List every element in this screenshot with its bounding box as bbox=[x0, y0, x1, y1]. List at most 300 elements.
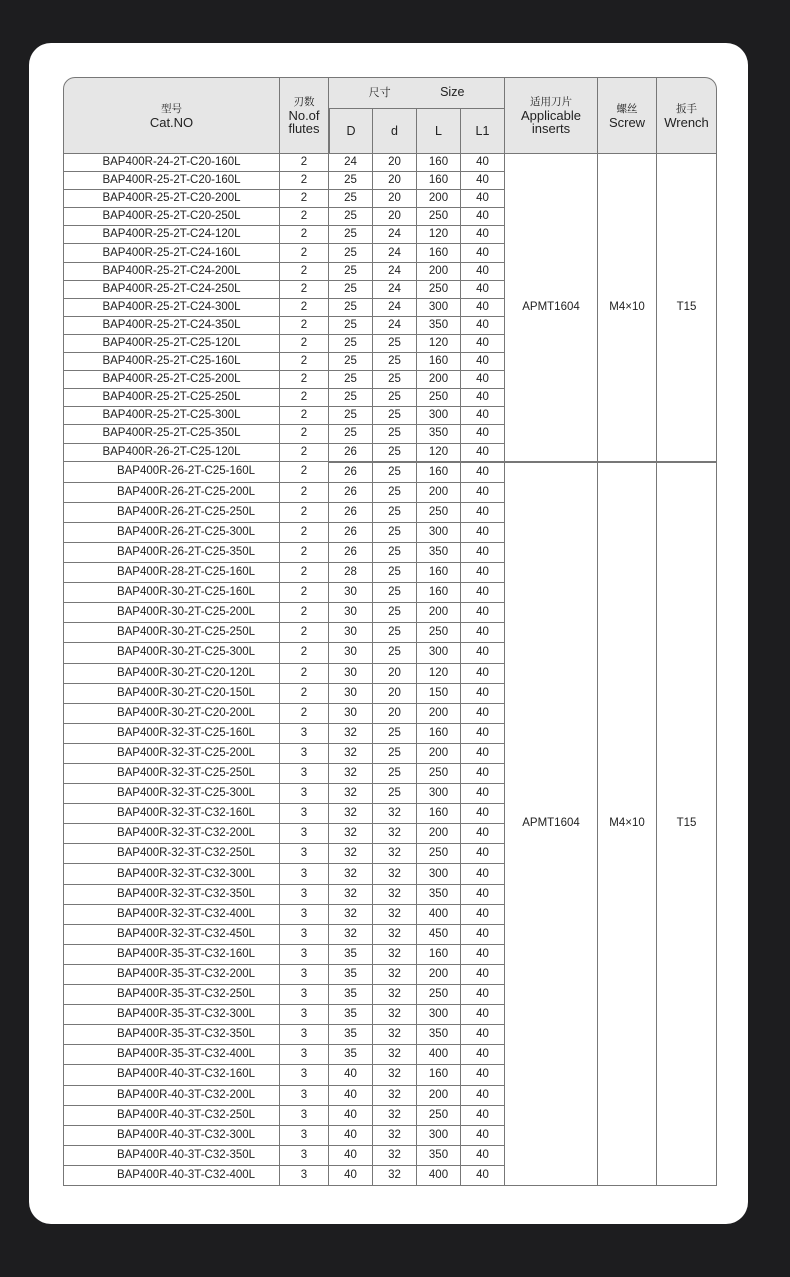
size-d-cell: 25 bbox=[373, 523, 417, 543]
size-d-cell: 32 bbox=[373, 1146, 417, 1166]
size-L1-cell: 40 bbox=[461, 407, 505, 425]
size-L1-cell: 40 bbox=[461, 905, 505, 925]
table-group-2 bbox=[63, 462, 717, 1186]
catno-cell: BAP400R-40-3T-C32-350L bbox=[63, 1146, 280, 1166]
catno-cell: BAP400R-26-2T-C25-250L bbox=[63, 503, 280, 523]
size-D-cell: 35 bbox=[329, 985, 373, 1005]
table-group-1 bbox=[63, 154, 717, 462]
size-d-cell: 20 bbox=[373, 664, 417, 684]
size-L-cell: 200 bbox=[417, 744, 461, 764]
catno-cell: BAP400R-32-3T-C32-300L bbox=[63, 864, 280, 884]
size-D-cell: 40 bbox=[329, 1166, 373, 1186]
screw-cell: M4×10 bbox=[598, 154, 657, 462]
catno-cell: BAP400R-35-3T-C32-200L bbox=[63, 965, 280, 985]
size-L-cell: 160 bbox=[417, 804, 461, 824]
size-L1-cell: 40 bbox=[461, 1166, 505, 1186]
size-L1-cell: 40 bbox=[461, 1025, 505, 1045]
catno-cell: BAP400R-25-2T-C20-250L bbox=[63, 208, 280, 226]
size-L1-cell: 40 bbox=[461, 444, 505, 462]
flutes-cell: 2 bbox=[280, 444, 329, 462]
catno-cell: BAP400R-30-2T-C25-250L bbox=[63, 623, 280, 643]
size-L1-cell: 40 bbox=[461, 804, 505, 824]
size-d-cell: 32 bbox=[373, 965, 417, 985]
size-d-cell: 32 bbox=[373, 985, 417, 1005]
size-L-cell: 160 bbox=[417, 353, 461, 371]
size-D-cell: 32 bbox=[329, 885, 373, 905]
size-L1-cell: 40 bbox=[461, 563, 505, 583]
flutes-cell: 3 bbox=[280, 985, 329, 1005]
size-L1-cell: 40 bbox=[461, 945, 505, 965]
size-d-cell: 20 bbox=[373, 190, 417, 208]
size-D-cell: 25 bbox=[329, 226, 373, 244]
size-d-cell: 32 bbox=[373, 1045, 417, 1065]
catno-cell: BAP400R-40-3T-C32-300L bbox=[63, 1126, 280, 1146]
flutes-cell: 3 bbox=[280, 1126, 329, 1146]
size-d-cell: 20 bbox=[373, 172, 417, 190]
size-L-cell: 160 bbox=[417, 724, 461, 744]
size-d-cell: 25 bbox=[373, 784, 417, 804]
size-L1-cell: 40 bbox=[461, 1106, 505, 1126]
size-L1-cell: 40 bbox=[461, 684, 505, 704]
size-D-cell: 40 bbox=[329, 1146, 373, 1166]
catno-cell: BAP400R-32-3T-C32-250L bbox=[63, 844, 280, 864]
catno-cell: BAP400R-35-3T-C32-250L bbox=[63, 985, 280, 1005]
catno-cell: BAP400R-35-3T-C32-160L bbox=[63, 945, 280, 965]
size-L-cell: 350 bbox=[417, 425, 461, 443]
size-d-cell: 32 bbox=[373, 804, 417, 824]
catno-cell: BAP400R-25-2T-C24-300L bbox=[63, 299, 280, 317]
flutes-cell: 2 bbox=[280, 543, 329, 563]
size-D-cell: 25 bbox=[329, 190, 373, 208]
size-d-cell: 32 bbox=[373, 1025, 417, 1045]
size-D-cell: 30 bbox=[329, 684, 373, 704]
size-d-cell: 32 bbox=[373, 1166, 417, 1186]
flutes-cell: 2 bbox=[280, 172, 329, 190]
size-L1-cell: 40 bbox=[461, 744, 505, 764]
size-D-cell: 32 bbox=[329, 744, 373, 764]
flutes-cell: 2 bbox=[280, 425, 329, 443]
size-d-cell: 25 bbox=[373, 425, 417, 443]
size-L-cell: 350 bbox=[417, 543, 461, 563]
flutes-cell: 3 bbox=[280, 965, 329, 985]
size-d-cell: 24 bbox=[373, 263, 417, 281]
size-L1-cell: 40 bbox=[461, 724, 505, 744]
catno-cell: BAP400R-25-2T-C24-250L bbox=[63, 281, 280, 299]
flutes-cell: 2 bbox=[280, 389, 329, 407]
size-L-cell: 400 bbox=[417, 1166, 461, 1186]
catno-cell: BAP400R-32-3T-C25-250L bbox=[63, 764, 280, 784]
catno-cell: BAP400R-35-3T-C32-300L bbox=[63, 1005, 280, 1025]
header-wrench: 扳手 Wrench bbox=[657, 77, 717, 154]
catno-cell: BAP400R-32-3T-C32-160L bbox=[63, 804, 280, 824]
size-D-cell: 25 bbox=[329, 425, 373, 443]
size-L-cell: 200 bbox=[417, 704, 461, 724]
size-d-cell: 25 bbox=[373, 764, 417, 784]
size-L1-cell: 40 bbox=[461, 317, 505, 335]
size-d-cell: 25 bbox=[373, 462, 417, 483]
catno-cell: BAP400R-35-3T-C32-400L bbox=[63, 1045, 280, 1065]
flutes-cell: 3 bbox=[280, 744, 329, 764]
size-d-cell: 25 bbox=[373, 543, 417, 563]
size-L-cell: 250 bbox=[417, 1106, 461, 1126]
size-L1-cell: 40 bbox=[461, 281, 505, 299]
size-D-cell: 32 bbox=[329, 784, 373, 804]
size-L1-cell: 40 bbox=[461, 389, 505, 407]
size-L1-cell: 40 bbox=[461, 244, 505, 262]
size-L1-cell: 40 bbox=[461, 154, 505, 172]
size-L-cell: 200 bbox=[417, 824, 461, 844]
flutes-cell: 2 bbox=[280, 664, 329, 684]
flutes-cell: 3 bbox=[280, 885, 329, 905]
size-L1-cell: 40 bbox=[461, 1005, 505, 1025]
size-L-cell: 250 bbox=[417, 985, 461, 1005]
size-L-cell: 200 bbox=[417, 603, 461, 623]
size-L1-cell: 40 bbox=[461, 583, 505, 603]
size-D-cell: 30 bbox=[329, 664, 373, 684]
catno-cell: BAP400R-25-2T-C25-350L bbox=[63, 425, 280, 443]
flutes-cell: 2 bbox=[280, 583, 329, 603]
size-L1-cell: 40 bbox=[461, 371, 505, 389]
flutes-cell: 3 bbox=[280, 1086, 329, 1106]
size-d-cell: 25 bbox=[373, 483, 417, 503]
size-L-cell: 350 bbox=[417, 1146, 461, 1166]
size-L-cell: 300 bbox=[417, 523, 461, 543]
size-D-cell: 26 bbox=[329, 543, 373, 563]
flutes-cell: 2 bbox=[280, 407, 329, 425]
size-D-cell: 26 bbox=[329, 462, 373, 483]
size-L-cell: 250 bbox=[417, 389, 461, 407]
size-L1-cell: 40 bbox=[461, 664, 505, 684]
header-size-d: d bbox=[373, 109, 417, 154]
size-L1-cell: 40 bbox=[461, 1086, 505, 1106]
catno-cell: BAP400R-30-2T-C25-200L bbox=[63, 603, 280, 623]
size-D-cell: 30 bbox=[329, 643, 373, 663]
size-d-cell: 32 bbox=[373, 925, 417, 945]
flutes-cell: 3 bbox=[280, 905, 329, 925]
header-catno: 型号 Cat.NO bbox=[63, 77, 280, 154]
size-L1-cell: 40 bbox=[461, 885, 505, 905]
size-L1-cell: 40 bbox=[461, 864, 505, 884]
size-D-cell: 25 bbox=[329, 299, 373, 317]
catno-cell: BAP400R-24-2T-C20-160L bbox=[63, 154, 280, 172]
size-L1-cell: 40 bbox=[461, 190, 505, 208]
catno-cell: BAP400R-25-2T-C24-120L bbox=[63, 226, 280, 244]
catno-cell: BAP400R-40-3T-C32-250L bbox=[63, 1106, 280, 1126]
header-inserts: 适用刀片 Applicable inserts bbox=[505, 77, 598, 154]
table-row bbox=[63, 154, 717, 172]
size-D-cell: 32 bbox=[329, 804, 373, 824]
size-d-cell: 25 bbox=[373, 623, 417, 643]
size-d-cell: 25 bbox=[373, 335, 417, 353]
catno-cell: BAP400R-26-2T-C25-160L bbox=[63, 462, 280, 483]
size-L-cell: 160 bbox=[417, 172, 461, 190]
flutes-cell: 3 bbox=[280, 724, 329, 744]
flutes-cell: 2 bbox=[280, 523, 329, 543]
wrench-cell: T15 bbox=[657, 154, 717, 462]
flutes-cell: 3 bbox=[280, 804, 329, 824]
catno-cell: BAP400R-30-2T-C20-200L bbox=[63, 704, 280, 724]
size-L-cell: 160 bbox=[417, 154, 461, 172]
size-L1-cell: 40 bbox=[461, 299, 505, 317]
size-d-cell: 32 bbox=[373, 864, 417, 884]
flutes-cell: 2 bbox=[280, 154, 329, 172]
size-D-cell: 25 bbox=[329, 263, 373, 281]
catno-cell: BAP400R-32-3T-C32-400L bbox=[63, 905, 280, 925]
size-L1-cell: 40 bbox=[461, 784, 505, 804]
catno-cell: BAP400R-40-3T-C32-160L bbox=[63, 1065, 280, 1085]
size-L-cell: 200 bbox=[417, 1086, 461, 1106]
size-L-cell: 300 bbox=[417, 643, 461, 663]
flutes-cell: 2 bbox=[280, 623, 329, 643]
size-L1-cell: 40 bbox=[461, 425, 505, 443]
catno-cell: BAP400R-25-2T-C25-300L bbox=[63, 407, 280, 425]
table-header bbox=[63, 77, 717, 154]
flutes-cell: 3 bbox=[280, 764, 329, 784]
size-D-cell: 35 bbox=[329, 1045, 373, 1065]
size-D-cell: 28 bbox=[329, 563, 373, 583]
size-L1-cell: 40 bbox=[461, 1045, 505, 1065]
size-d-cell: 32 bbox=[373, 945, 417, 965]
size-L1-cell: 40 bbox=[461, 503, 505, 523]
size-D-cell: 35 bbox=[329, 945, 373, 965]
header-size: 尺寸 Size bbox=[329, 77, 505, 109]
size-L-cell: 250 bbox=[417, 844, 461, 864]
size-L1-cell: 40 bbox=[461, 623, 505, 643]
size-L-cell: 120 bbox=[417, 444, 461, 462]
catno-cell: BAP400R-25-2T-C24-200L bbox=[63, 263, 280, 281]
size-d-cell: 24 bbox=[373, 226, 417, 244]
size-D-cell: 25 bbox=[329, 389, 373, 407]
size-D-cell: 32 bbox=[329, 905, 373, 925]
flutes-cell: 2 bbox=[280, 684, 329, 704]
size-L1-cell: 40 bbox=[461, 704, 505, 724]
size-L-cell: 200 bbox=[417, 263, 461, 281]
catno-cell: BAP400R-35-3T-C32-350L bbox=[63, 1025, 280, 1045]
size-D-cell: 32 bbox=[329, 764, 373, 784]
size-L1-cell: 40 bbox=[461, 1065, 505, 1085]
size-d-cell: 32 bbox=[373, 905, 417, 925]
size-L1-cell: 40 bbox=[461, 824, 505, 844]
flutes-cell: 3 bbox=[280, 1005, 329, 1025]
flutes-cell: 2 bbox=[280, 704, 329, 724]
size-L-cell: 300 bbox=[417, 407, 461, 425]
catno-cell: BAP400R-32-3T-C32-350L bbox=[63, 885, 280, 905]
spec-table bbox=[63, 77, 717, 1186]
size-L-cell: 160 bbox=[417, 462, 461, 483]
size-L1-cell: 40 bbox=[461, 1146, 505, 1166]
size-D-cell: 25 bbox=[329, 281, 373, 299]
size-d-cell: 25 bbox=[373, 444, 417, 462]
header-size-D: D bbox=[329, 109, 373, 154]
size-L-cell: 250 bbox=[417, 503, 461, 523]
flutes-cell: 3 bbox=[280, 1166, 329, 1186]
catno-cell: BAP400R-26-2T-C25-300L bbox=[63, 523, 280, 543]
size-D-cell: 25 bbox=[329, 172, 373, 190]
size-L-cell: 350 bbox=[417, 885, 461, 905]
size-L1-cell: 40 bbox=[461, 523, 505, 543]
size-D-cell: 25 bbox=[329, 353, 373, 371]
size-D-cell: 25 bbox=[329, 407, 373, 425]
size-d-cell: 32 bbox=[373, 844, 417, 864]
size-L1-cell: 40 bbox=[461, 1126, 505, 1146]
size-D-cell: 32 bbox=[329, 864, 373, 884]
size-d-cell: 20 bbox=[373, 154, 417, 172]
size-D-cell: 35 bbox=[329, 1025, 373, 1045]
catno-cell: BAP400R-30-2T-C25-160L bbox=[63, 583, 280, 603]
size-L-cell: 160 bbox=[417, 563, 461, 583]
size-L-cell: 200 bbox=[417, 371, 461, 389]
flutes-cell: 2 bbox=[280, 299, 329, 317]
flutes-cell: 2 bbox=[280, 563, 329, 583]
size-D-cell: 40 bbox=[329, 1106, 373, 1126]
size-d-cell: 25 bbox=[373, 583, 417, 603]
size-d-cell: 25 bbox=[373, 389, 417, 407]
size-L-cell: 120 bbox=[417, 335, 461, 353]
flutes-cell: 2 bbox=[280, 371, 329, 389]
flutes-cell: 2 bbox=[280, 353, 329, 371]
size-D-cell: 35 bbox=[329, 1005, 373, 1025]
size-L-cell: 250 bbox=[417, 764, 461, 784]
size-L-cell: 120 bbox=[417, 664, 461, 684]
size-D-cell: 25 bbox=[329, 244, 373, 262]
catno-cell: BAP400R-25-2T-C25-200L bbox=[63, 371, 280, 389]
size-L1-cell: 40 bbox=[461, 335, 505, 353]
size-L1-cell: 40 bbox=[461, 764, 505, 784]
size-D-cell: 26 bbox=[329, 444, 373, 462]
flutes-cell: 3 bbox=[280, 1045, 329, 1065]
catno-cell: BAP400R-30-2T-C20-150L bbox=[63, 684, 280, 704]
flutes-cell: 3 bbox=[280, 864, 329, 884]
size-D-cell: 40 bbox=[329, 1065, 373, 1085]
size-d-cell: 24 bbox=[373, 299, 417, 317]
size-L-cell: 150 bbox=[417, 684, 461, 704]
size-L-cell: 160 bbox=[417, 945, 461, 965]
size-L1-cell: 40 bbox=[461, 603, 505, 623]
flutes-cell: 2 bbox=[280, 190, 329, 208]
size-L-cell: 160 bbox=[417, 1065, 461, 1085]
size-d-cell: 25 bbox=[373, 353, 417, 371]
flutes-cell: 3 bbox=[280, 1065, 329, 1085]
catno-cell: BAP400R-30-2T-C25-300L bbox=[63, 643, 280, 663]
size-L-cell: 350 bbox=[417, 317, 461, 335]
flutes-cell: 2 bbox=[280, 317, 329, 335]
size-d-cell: 25 bbox=[373, 603, 417, 623]
wrench-cell: T15 bbox=[657, 462, 717, 1186]
catno-cell: BAP400R-25-2T-C25-160L bbox=[63, 353, 280, 371]
size-D-cell: 25 bbox=[329, 371, 373, 389]
size-d-cell: 24 bbox=[373, 317, 417, 335]
flutes-cell: 2 bbox=[280, 483, 329, 503]
catno-cell: BAP400R-25-2T-C24-350L bbox=[63, 317, 280, 335]
catno-cell: BAP400R-26-2T-C25-200L bbox=[63, 483, 280, 503]
catno-cell: BAP400R-25-2T-C25-120L bbox=[63, 335, 280, 353]
size-d-cell: 25 bbox=[373, 407, 417, 425]
size-L1-cell: 40 bbox=[461, 462, 505, 483]
size-L-cell: 350 bbox=[417, 1025, 461, 1045]
size-D-cell: 32 bbox=[329, 824, 373, 844]
flutes-cell: 2 bbox=[280, 208, 329, 226]
size-d-cell: 25 bbox=[373, 563, 417, 583]
size-D-cell: 32 bbox=[329, 724, 373, 744]
size-L-cell: 300 bbox=[417, 864, 461, 884]
catno-cell: BAP400R-32-3T-C25-300L bbox=[63, 784, 280, 804]
size-D-cell: 25 bbox=[329, 317, 373, 335]
flutes-cell: 3 bbox=[280, 1106, 329, 1126]
size-d-cell: 25 bbox=[373, 371, 417, 389]
catno-cell: BAP400R-32-3T-C32-450L bbox=[63, 925, 280, 945]
catno-cell: BAP400R-30-2T-C20-120L bbox=[63, 664, 280, 684]
flutes-cell: 2 bbox=[280, 603, 329, 623]
flutes-cell: 3 bbox=[280, 1146, 329, 1166]
size-L-cell: 300 bbox=[417, 1126, 461, 1146]
catno-cell: BAP400R-40-3T-C32-400L bbox=[63, 1166, 280, 1186]
catno-cell: BAP400R-25-2T-C20-200L bbox=[63, 190, 280, 208]
catno-cell: BAP400R-32-3T-C25-200L bbox=[63, 744, 280, 764]
size-D-cell: 25 bbox=[329, 208, 373, 226]
size-d-cell: 20 bbox=[373, 208, 417, 226]
flutes-cell: 2 bbox=[280, 462, 329, 483]
size-L1-cell: 40 bbox=[461, 985, 505, 1005]
size-d-cell: 20 bbox=[373, 704, 417, 724]
size-D-cell: 24 bbox=[329, 154, 373, 172]
size-D-cell: 40 bbox=[329, 1086, 373, 1106]
flutes-cell: 3 bbox=[280, 784, 329, 804]
insert-cell: APMT1604 bbox=[505, 154, 598, 462]
size-D-cell: 32 bbox=[329, 925, 373, 945]
insert-cell: APMT1604 bbox=[505, 462, 598, 1186]
size-d-cell: 32 bbox=[373, 824, 417, 844]
size-d-cell: 32 bbox=[373, 885, 417, 905]
size-L-cell: 120 bbox=[417, 226, 461, 244]
size-L1-cell: 40 bbox=[461, 483, 505, 503]
size-L1-cell: 40 bbox=[461, 226, 505, 244]
size-D-cell: 32 bbox=[329, 844, 373, 864]
flutes-cell: 3 bbox=[280, 945, 329, 965]
catno-cell: BAP400R-28-2T-C25-160L bbox=[63, 563, 280, 583]
flutes-cell: 3 bbox=[280, 1025, 329, 1045]
size-L-cell: 300 bbox=[417, 1005, 461, 1025]
flutes-cell: 2 bbox=[280, 503, 329, 523]
size-d-cell: 32 bbox=[373, 1086, 417, 1106]
size-L-cell: 400 bbox=[417, 905, 461, 925]
size-L1-cell: 40 bbox=[461, 925, 505, 945]
size-D-cell: 30 bbox=[329, 583, 373, 603]
catno-cell: BAP400R-25-2T-C24-160L bbox=[63, 244, 280, 262]
size-D-cell: 30 bbox=[329, 603, 373, 623]
size-d-cell: 25 bbox=[373, 643, 417, 663]
size-D-cell: 26 bbox=[329, 523, 373, 543]
flutes-cell: 3 bbox=[280, 925, 329, 945]
flutes-cell: 2 bbox=[280, 226, 329, 244]
size-L-cell: 200 bbox=[417, 965, 461, 985]
size-D-cell: 30 bbox=[329, 623, 373, 643]
size-d-cell: 32 bbox=[373, 1126, 417, 1146]
header-screw: 螺丝 Screw bbox=[598, 77, 657, 154]
size-D-cell: 30 bbox=[329, 704, 373, 724]
size-D-cell: 25 bbox=[329, 335, 373, 353]
size-d-cell: 24 bbox=[373, 281, 417, 299]
size-L-cell: 160 bbox=[417, 583, 461, 603]
size-L1-cell: 40 bbox=[461, 965, 505, 985]
size-L-cell: 160 bbox=[417, 244, 461, 262]
size-D-cell: 26 bbox=[329, 503, 373, 523]
size-d-cell: 24 bbox=[373, 244, 417, 262]
size-L1-cell: 40 bbox=[461, 353, 505, 371]
size-L-cell: 400 bbox=[417, 1045, 461, 1065]
size-d-cell: 20 bbox=[373, 684, 417, 704]
size-d-cell: 25 bbox=[373, 503, 417, 523]
flutes-cell: 2 bbox=[280, 335, 329, 353]
